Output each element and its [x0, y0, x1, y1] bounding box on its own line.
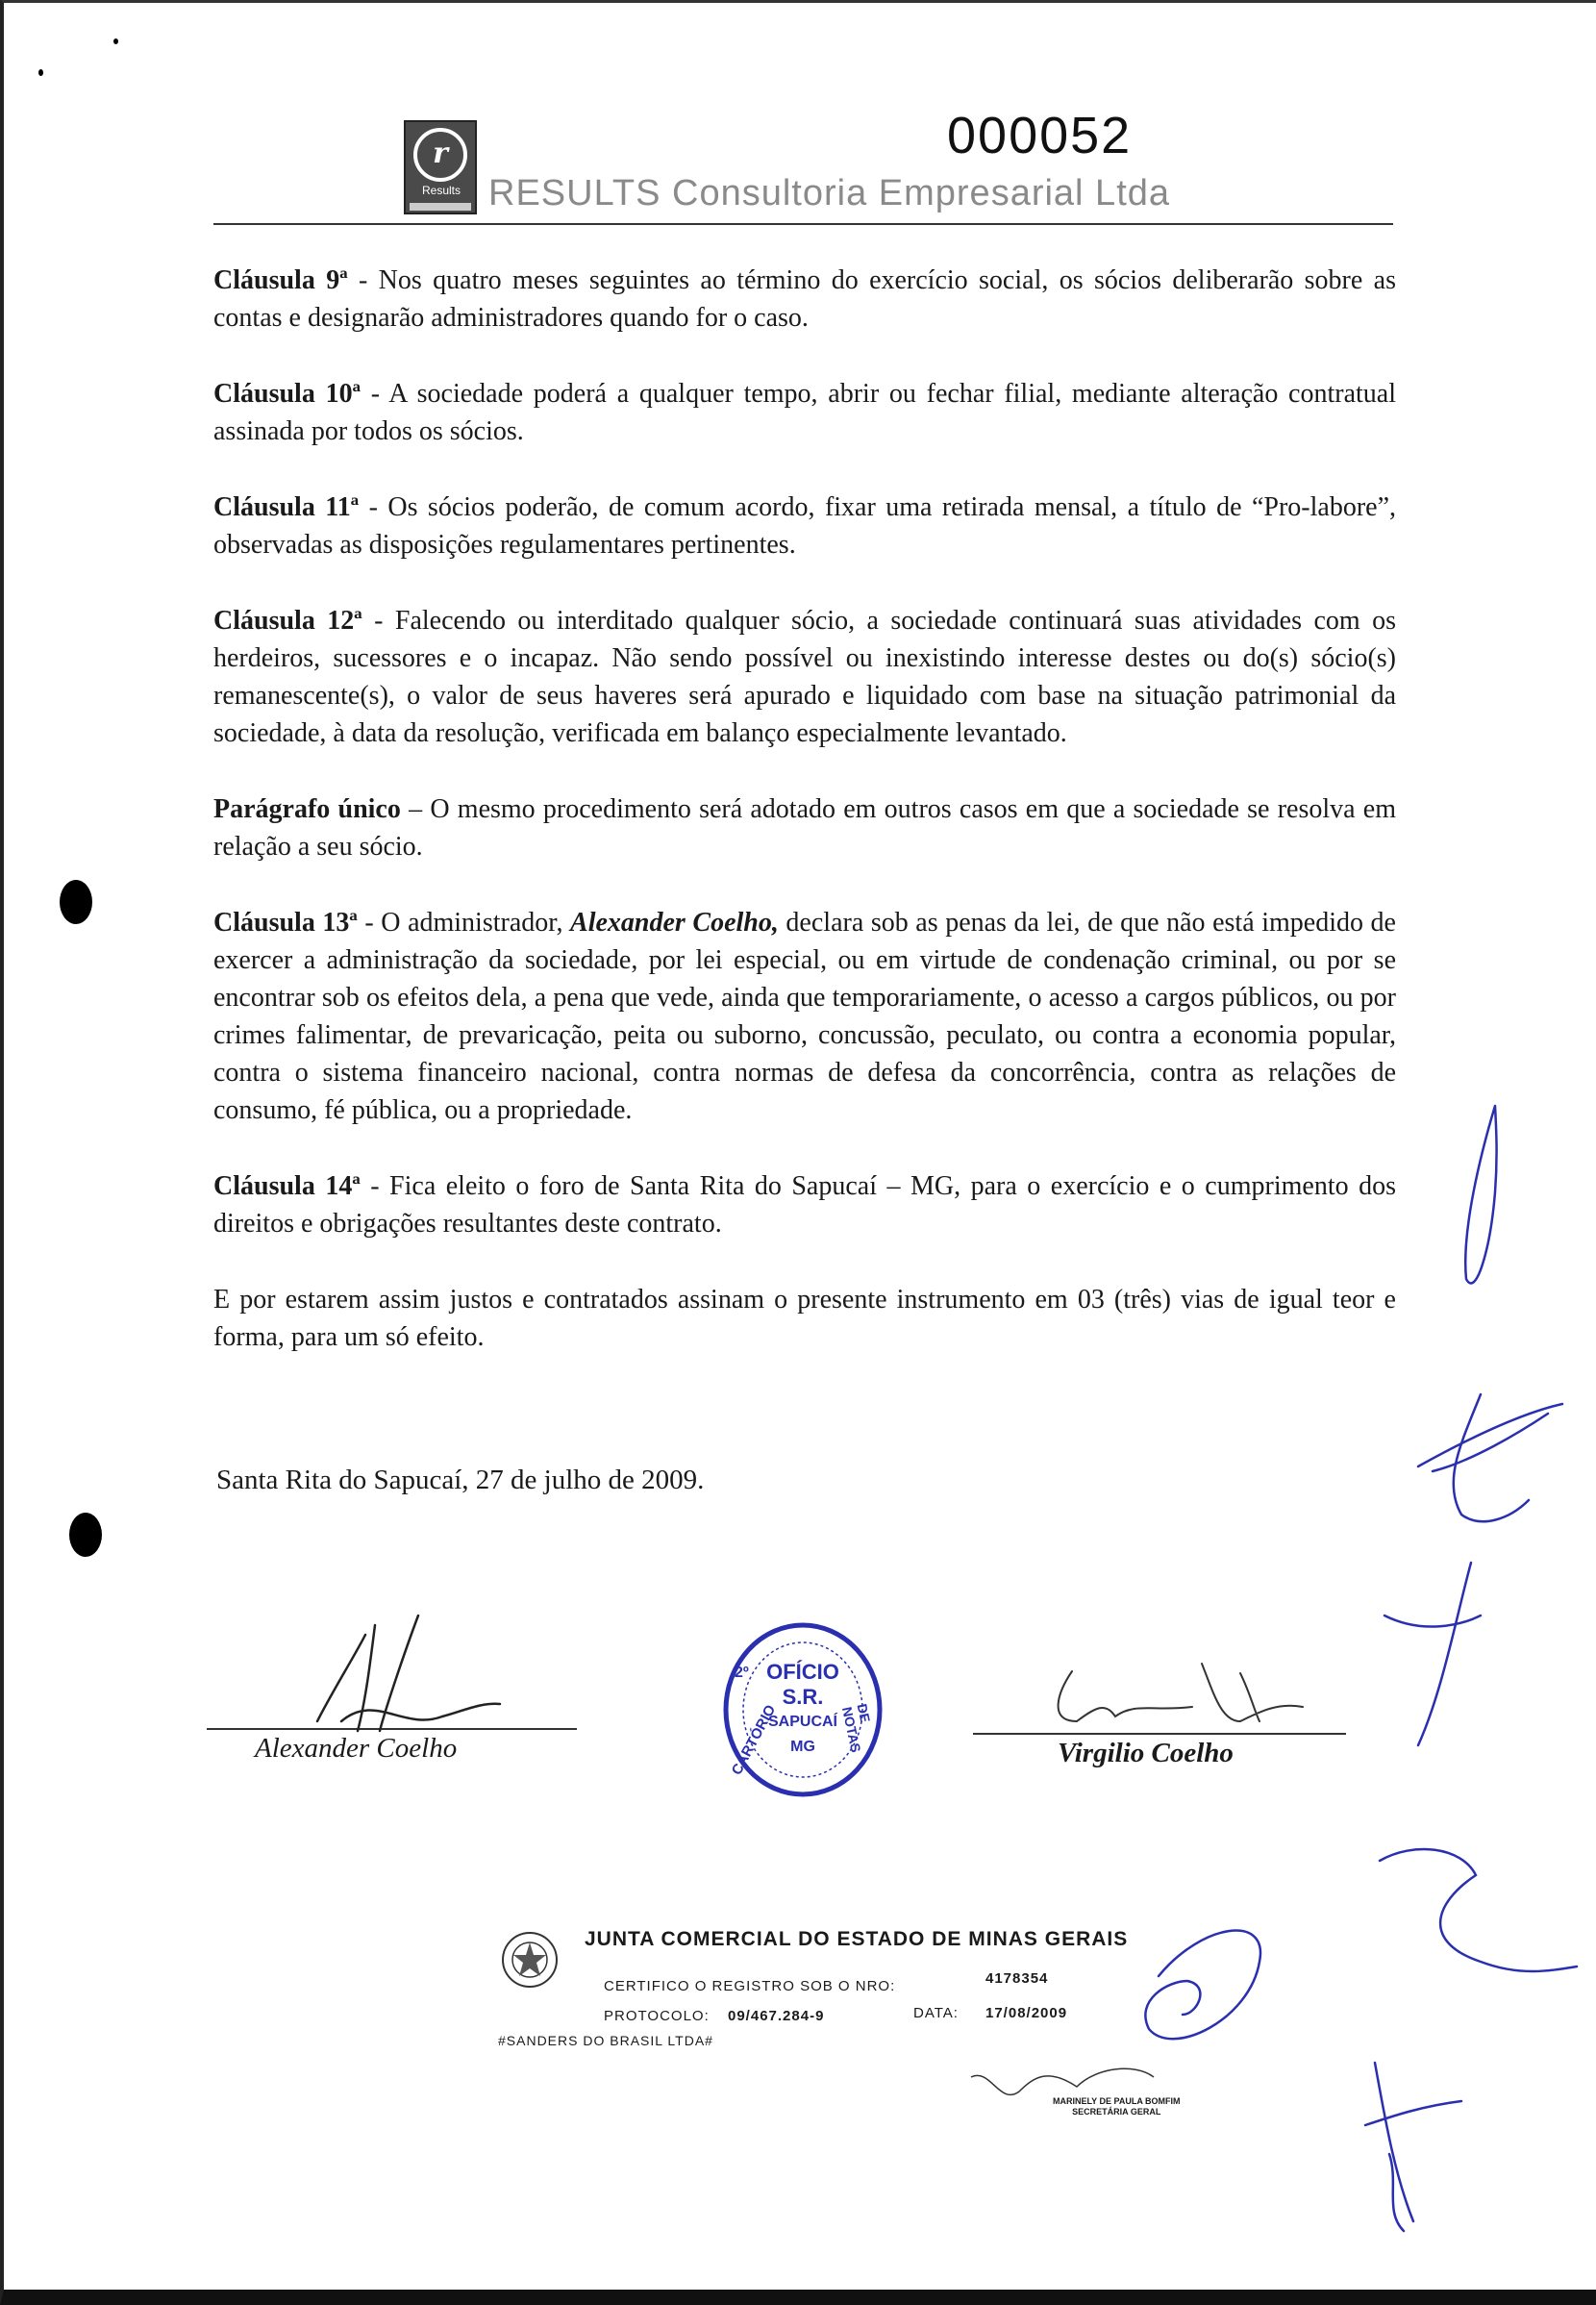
clause-text: - O administrador, — [357, 908, 571, 938]
document-number: 000052 — [947, 107, 1133, 164]
date-label: DATA: — [913, 2005, 959, 2021]
secretary-signature — [971, 2068, 1154, 2094]
cert-label: CERTIFICO O REGISTRO SOB O NRO: — [604, 1978, 896, 1994]
junta-ink-signature — [1145, 1931, 1260, 2040]
closing-statement: E por estarem assim justos e contratados assinam o presente instrumento em 03 (três) vias de igual teor e forma, para um só efeito. — [213, 1285, 1396, 1352]
registered-company: #SANDERS DO BRASIL LTDA# — [498, 2033, 713, 2048]
secretary-title: SECRETÁRIA GERAL — [1072, 2107, 1161, 2117]
stamp-line: MG — [790, 1739, 815, 1755]
signature-name-left: Alexander Coelho — [255, 1733, 458, 1764]
stamp-ring-left: 2º — [735, 1665, 749, 1681]
date-value: 17/08/2009 — [985, 2005, 1068, 2021]
signature-virgilio — [1059, 1664, 1303, 1721]
clause-heading: Cláusula 10ª — [213, 379, 361, 409]
initials-4 — [1380, 1849, 1577, 1971]
date-line: Santa Rita do Sapucaí, 27 de julho de 2009. — [216, 1465, 705, 1495]
stamp-line: SAPUCAÍ — [767, 1714, 837, 1730]
clause-text: declara sob as penas da lei, de que não está impedido de exercer a administração da sociedade, por lei especial, ou em virtude de condenação criminal, ou por se encontrar sob os efeitos dela, a pena que vede, ainda que temporariamente, o acesso a cargos públicos, ou por crimes falimentar, de prevaricação, peita ou suborno, concussão, peculato, ou contra a economia popular, contra o sistema financeiro nacional, contra normas de defesa da concorrência, contra as relações de consumo, fé pública, ou a propriedade. — [213, 908, 1396, 1125]
initials-2 — [1418, 1394, 1562, 1521]
company-name: RESULTS Consultoria Empresarial Ltda — [488, 173, 1171, 213]
clause-text: – O mesmo procedimento será adotado em outros casos em que a sociedade se resolva em relação a seu sócio. — [213, 794, 1397, 862]
logo-word: Results — [421, 184, 461, 197]
initials-1 — [1465, 1106, 1496, 1283]
clause-heading: Cláusula 11ª — [213, 492, 360, 522]
protocol-number: 09/467.284-9 — [728, 2008, 825, 2024]
clause-heading: Cláusula 14ª — [213, 1171, 361, 1201]
secretary-name: MARINELY DE PAULA BOMFIM — [1053, 2096, 1181, 2106]
clause-text: - Nos quatro meses seguintes ao término do exercício social, os sócios deliberarão sobre as contas e designarão administradores quando for o caso. — [213, 265, 1396, 333]
clause-text: - Fica eleito o foro de Santa Rita do Sapucaí – MG, para o exercício e o cumprimento dos direitos e obrigações resultantes deste contrato. — [213, 1171, 1396, 1239]
clause-heading: Cláusula 9ª — [213, 265, 348, 295]
clause-heading: Cláusula 12ª — [213, 606, 362, 636]
junta-seal-icon — [498, 1928, 561, 1992]
logo-symbol: r — [413, 128, 467, 182]
initials-5 — [1365, 2063, 1461, 2231]
initials-3 — [1384, 1563, 1481, 1745]
stamp-line: OFÍCIO — [766, 1660, 839, 1684]
signature-alexander — [317, 1616, 500, 1731]
protocol-label: PROTOCOLO: — [604, 2008, 710, 2024]
clause-heading: Parágrafo único — [213, 794, 401, 824]
stamp-ring-bottom: CARTÓRIO — [728, 1702, 780, 1778]
signature-name-right: Virgilio Coelho — [1058, 1738, 1234, 1768]
secretary-block — [1053, 2096, 1181, 2117]
cert-number: 4178354 — [985, 1970, 1049, 1987]
stamp-ring-right: DE NOTAS — [838, 1702, 874, 1754]
clause-text: - A sociedade poderá a qualquer tempo, abrir ou fechar filial, mediante alteração contratual assinada por todos os sócios. — [213, 379, 1397, 446]
administrator-name: Alexander Coelho, — [570, 908, 779, 938]
stamp-line: S.R. — [782, 1685, 824, 1709]
junta-title: JUNTA COMERCIAL DO ESTADO DE MINAS GERAIS — [585, 1928, 1129, 1950]
clause-text: - Os sócios poderão, de comum acordo, fixar uma retirada mensal, a título de “Pro-labore”, observadas as disposições regulamentares pertinentes. — [213, 492, 1396, 560]
clause-heading: Cláusula 13ª — [213, 908, 358, 938]
clause-text: - Falecendo ou interditado qualquer sócio, a sociedade continuará suas atividades com os herdeiros, sucessores e o incapaz. Não sendo possível ou inexistindo interesse destes ou do(s) sócio(s) remanescente(s), o valor de seus haveres será apurado e liquidado com base na situação patrimonial da sociedade, à data da resolução, verificada em balanço especialmente levantado. — [213, 606, 1397, 748]
